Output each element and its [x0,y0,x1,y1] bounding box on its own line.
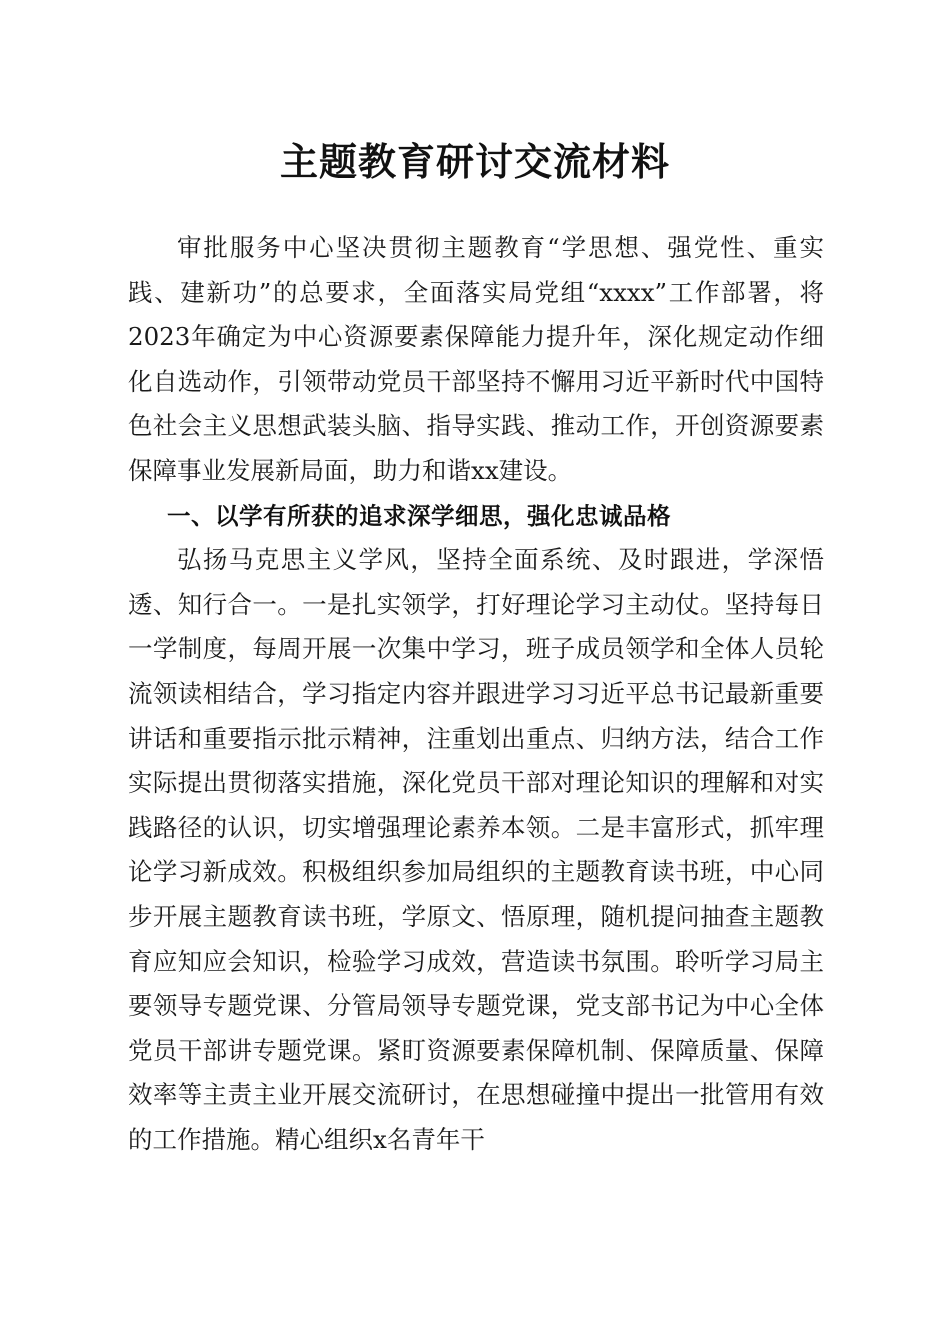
section-heading-1: 一、以学有所获的追求深学细思，强化忠诚品格 [167,501,671,530]
document-body [128,226,824,1162]
section-1-paragraph: 弘扬马克思主义学风，坚持全面系统、及时跟进，学深悟透、知行合一。一是扎实领学，打好理论学习主动仗。坚持每日一学制度，每周开展一次集中学习，班子成员领学和全体人员轮流领读相结合，学习指定内容并跟进学习习近平总书记最新重要讲话和重要指示批示精神，注重划出重点、归纳方法，结合工作实际提出贯彻落实措施，深化党员干部对理论知识的理解和对实践路径的认识，切实增强理论素养本领。二是丰富形式，抓牢理论学习新成效。积极组织参加局组织的主题教育读书班，中心同步开展主题教育读书班，学原文、悟原理，随机提问抽查主题教育应知应会知识，检验学习成效，营造读书氛围。聆听学习局主要领导专题党课、分管局领导专题党课，党支部书记为中心全体党员干部讲专题党课。紧盯资源要素保障机制、保障质量、保障效率等主责主业开展交流研讨，在思想碰撞中提出一批管用有效的工作措施。精心组织x名青年干 [128,545,824,1154]
intro-paragraph: 审批服务中心坚决贯彻主题教育“学思想、强党性、重实践、建新功”的总要求，全面落实局党组“xxxx”工作部署，将2023年确定为中心资源要素保障能力提升年，深化规定动作细化自选动作，引领带动党员干部坚持不懈用习近平新时代中国特色社会主义思想武装头脑、指导实践、推动工作，开创资源要素保障事业发展新局面，助力和谐xx建设。 [128,233,824,485]
document-title: 主题教育研讨交流材料 [279,139,670,184]
